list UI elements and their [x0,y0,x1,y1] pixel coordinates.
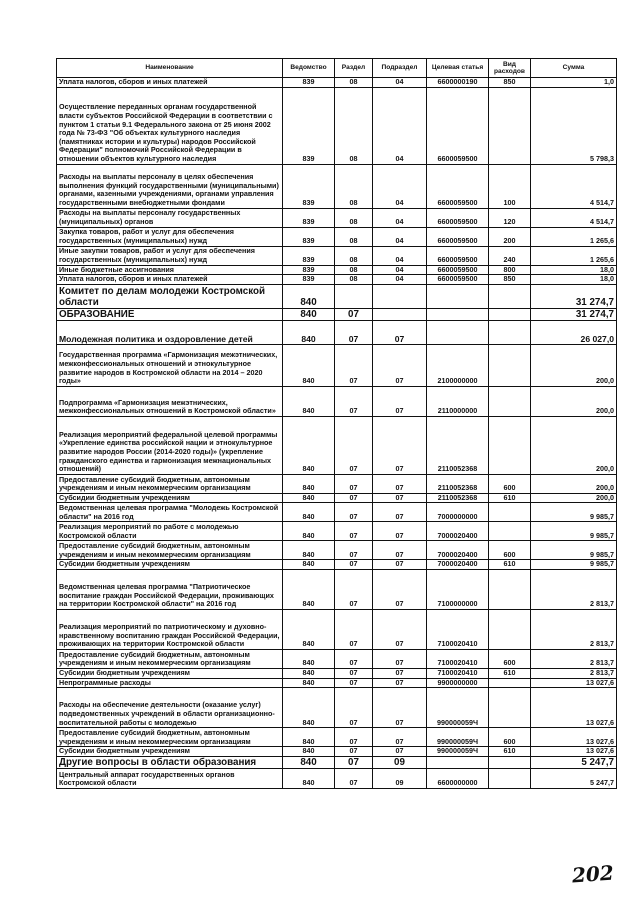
row-celevaya-statya: 2100000000 [427,344,489,386]
row-vid-rashodov [489,522,531,541]
row-vid-rashodov: 200 [489,227,531,246]
row-celevaya-statya: 2110052368 [427,416,489,474]
row-vid-rashodov [489,503,531,522]
table-row [57,208,617,227]
row-summa: 1 265,6 [531,246,617,265]
row-vedomstvo: 840 [283,308,335,320]
row-podrazdel: 04 [373,246,427,265]
row-celevaya-statya: 6600000190 [427,78,489,88]
row-razdel: 07 [335,474,373,493]
row-podrazdel: 07 [373,344,427,386]
row-podrazdel: 04 [373,87,427,164]
table-row [57,246,617,265]
row-celevaya-statya: 7000000000 [427,503,489,522]
budget-table [56,58,617,789]
table-row [57,87,617,164]
row-summa: 1 265,6 [531,227,617,246]
row-name: Предоставление субсидий бюджетным, автономным учреждениям и иным некоммерческим организациям [57,474,283,493]
row-summa: 18,0 [531,265,617,275]
row-vedomstvo: 840 [283,474,335,493]
row-podrazdel: 07 [373,678,427,688]
row-name: Ведомственная целевая программа "Молодежь Костромской области" на 2016 год [57,503,283,522]
row-podrazdel: 07 [373,649,427,668]
row-podrazdel: 07 [373,474,427,493]
row-celevaya-statya: 7000020400 [427,560,489,570]
row-razdel: 07 [335,344,373,386]
table-row [57,386,617,416]
row-razdel: 08 [335,275,373,285]
row-razdel: 07 [335,503,373,522]
row-vid-rashodov [489,678,531,688]
table-row [57,522,617,541]
row-razdel: 07 [335,668,373,678]
row-summa: 13 027,6 [531,688,617,728]
row-vedomstvo: 839 [283,246,335,265]
row-summa: 13 027,6 [531,678,617,688]
table-row [57,756,617,768]
row-name: Государственная программа «Гармонизация межэтнических, межконфессиональных отношений и этнокультурное развитие народов в Костромской области на 2014 – 2020 годы» [57,344,283,386]
row-name: Другие вопросы в области образования [57,756,283,768]
row-vid-rashodov: 610 [489,560,531,570]
table-row [57,541,617,560]
row-razdel: 07 [335,688,373,728]
row-podrazdel [373,284,427,308]
row-podrazdel: 04 [373,227,427,246]
row-razdel: 07 [335,560,373,570]
budget-page [56,58,616,789]
row-name: Уплата налогов, сборов и иных платежей [57,275,283,285]
row-vedomstvo: 840 [283,747,335,757]
row-vid-rashodov [489,756,531,768]
row-vedomstvo: 839 [283,265,335,275]
row-summa: 200,0 [531,344,617,386]
row-vedomstvo: 839 [283,208,335,227]
row-celevaya-statya: 6600059500 [427,265,489,275]
row-vid-rashodov [489,284,531,308]
table-row [57,308,617,320]
row-summa: 13 027,6 [531,747,617,757]
row-summa: 9 985,7 [531,541,617,560]
row-celevaya-statya: 990000059Ч [427,747,489,757]
table-row [57,164,617,208]
row-vid-rashodov [489,344,531,386]
row-celevaya-statya [427,284,489,308]
row-podrazdel: 07 [373,416,427,474]
row-podrazdel: 07 [373,560,427,570]
row-celevaya-statya: 6600000000 [427,768,489,788]
row-summa: 18,0 [531,275,617,285]
row-celevaya-statya: 6600059500 [427,164,489,208]
table-row [57,227,617,246]
row-vid-rashodov [489,768,531,788]
row-vedomstvo: 840 [283,522,335,541]
row-celevaya-statya: 7100020410 [427,668,489,678]
row-name: Предоставление субсидий бюджетным, автономным учреждениям и иным некоммерческим организациям [57,728,283,747]
row-celevaya-statya: 6600059500 [427,227,489,246]
row-celevaya-statya: 990000059Ч [427,728,489,747]
row-name: Предоставление субсидий бюджетным, автономным учреждениям и иным некоммерческим организациям [57,541,283,560]
row-celevaya-statya [427,308,489,320]
row-vid-rashodov [489,87,531,164]
table-row [57,678,617,688]
row-vedomstvo: 840 [283,768,335,788]
row-podrazdel: 07 [373,569,427,609]
row-razdel: 08 [335,164,373,208]
row-name: Расходы на выплаты персоналу в целях обеспечения выполнения функций государственными (муниципальными) органами, казенными учреждениями, органами управления государственными внебюджетными фондами [57,164,283,208]
row-summa: 1,0 [531,78,617,88]
table-row [57,768,617,788]
row-vid-rashodov: 100 [489,164,531,208]
row-vid-rashodov: 800 [489,265,531,275]
row-vid-rashodov [489,386,531,416]
row-vid-rashodov: 600 [489,541,531,560]
row-vedomstvo: 840 [283,493,335,503]
row-summa: 13 027,6 [531,728,617,747]
table-row [57,474,617,493]
row-celevaya-statya [427,756,489,768]
row-celevaya-statya: 7000020400 [427,541,489,560]
row-name: Непрограммные расходы [57,678,283,688]
row-vid-rashodov: 610 [489,747,531,757]
row-vedomstvo: 840 [283,344,335,386]
row-podrazdel [373,308,427,320]
row-razdel: 07 [335,416,373,474]
row-name: Реализация мероприятий по патриотическому и духовно-нравственному воспитанию граждан Российской Федерации, проживающих на территории Костромской области [57,609,283,649]
table-row [57,320,617,344]
row-vedomstvo: 839 [283,87,335,164]
table-row [57,649,617,668]
row-name: Иные закупки товаров, работ и услуг для обеспечения государственных (муниципальных) нужд [57,246,283,265]
row-celevaya-statya: 6600059500 [427,275,489,285]
row-razdel: 07 [335,522,373,541]
col-header-vid-rashodov: Вид расходов [489,59,531,78]
row-name: Уплата налогов, сборов и иных платежей [57,78,283,88]
row-podrazdel: 07 [373,541,427,560]
row-name: Субсидии бюджетным учреждениям [57,560,283,570]
table-row [57,688,617,728]
row-vid-rashodov: 600 [489,649,531,668]
row-podrazdel: 07 [373,668,427,678]
row-razdel: 07 [335,768,373,788]
row-celevaya-statya: 7100020410 [427,649,489,668]
row-name: Субсидии бюджетным учреждениям [57,493,283,503]
row-summa: 4 514,7 [531,164,617,208]
row-summa: 4 514,7 [531,208,617,227]
row-podrazdel: 04 [373,275,427,285]
row-vedomstvo: 839 [283,78,335,88]
row-celevaya-statya: 990000059Ч [427,688,489,728]
col-header-vedomstvo: Ведомство [283,59,335,78]
row-razdel: 07 [335,308,373,320]
table-row [57,503,617,522]
row-summa: 9 985,7 [531,522,617,541]
row-name: Расходы на обеспечение деятельности (оказание услуг) подведомственных учреждений в области организационно-воспитательной работы с молодежью [57,688,283,728]
row-celevaya-statya: 6600059500 [427,246,489,265]
table-row [57,747,617,757]
table-header-row [57,59,617,78]
row-podrazdel: 09 [373,768,427,788]
row-celevaya-statya: 6600059500 [427,87,489,164]
col-header-razdel: Раздел [335,59,373,78]
row-razdel: 07 [335,493,373,503]
row-podrazdel: 07 [373,688,427,728]
row-razdel: 08 [335,208,373,227]
col-header-celevaya-statya: Целевая статья [427,59,489,78]
row-razdel: 07 [335,569,373,609]
row-podrazdel: 04 [373,164,427,208]
row-vid-rashodov [489,320,531,344]
row-vedomstvo: 840 [283,503,335,522]
row-celevaya-statya: 7100020410 [427,609,489,649]
row-vid-rashodov: 610 [489,493,531,503]
row-podrazdel: 04 [373,208,427,227]
row-vedomstvo: 840 [283,284,335,308]
row-razdel: 08 [335,265,373,275]
row-summa: 5 247,7 [531,756,617,768]
row-vedomstvo: 839 [283,164,335,208]
col-header-name: Наименование [57,59,283,78]
row-celevaya-statya: 9900000000 [427,678,489,688]
row-vedomstvo: 840 [283,386,335,416]
row-razdel: 07 [335,386,373,416]
table-row [57,609,617,649]
row-vedomstvo: 840 [283,688,335,728]
row-vid-rashodov [489,609,531,649]
row-podrazdel: 07 [373,522,427,541]
row-vid-rashodov [489,688,531,728]
row-name: Расходы на выплаты персоналу государственных (муниципальных) органов [57,208,283,227]
row-vid-rashodov: 600 [489,728,531,747]
row-razdel: 07 [335,678,373,688]
row-celevaya-statya: 7000020400 [427,522,489,541]
row-name: Реализация мероприятий федеральной целевой программы «Укрепление единства российской нации и этнокультурное развитие народов России (2014-2020 годы)» (укрепление гражданского единства и гармонизация межнациональных отношений) [57,416,283,474]
row-name: Подпрограмма «Гармонизация межэтнических, межконфессиональных отношений в Костромской области» [57,386,283,416]
row-podrazdel: 07 [373,493,427,503]
row-name: Комитет по делам молодежи Костромской области [57,284,283,308]
row-name: ОБРАЗОВАНИЕ [57,308,283,320]
row-summa: 200,0 [531,386,617,416]
row-razdel: 07 [335,756,373,768]
row-celevaya-statya: 2110052368 [427,493,489,503]
row-vid-rashodov: 850 [489,275,531,285]
row-vedomstvo: 840 [283,320,335,344]
row-podrazdel: 07 [373,503,427,522]
row-razdel: 08 [335,78,373,88]
row-razdel: 07 [335,747,373,757]
row-name: Закупка товаров, работ и услуг для обеспечения государственных (муниципальных) нужд [57,227,283,246]
row-summa: 26 027,0 [531,320,617,344]
row-summa: 31 274,7 [531,284,617,308]
row-vid-rashodov: 850 [489,78,531,88]
row-vedomstvo: 840 [283,569,335,609]
row-name: Центральный аппарат государственных органов Костромской области [57,768,283,788]
row-summa: 9 985,7 [531,503,617,522]
row-name: Молодежная политика и оздоровление детей [57,320,283,344]
row-summa: 5 798,3 [531,87,617,164]
row-summa: 2 813,7 [531,569,617,609]
table-body [57,78,617,789]
row-razdel: 07 [335,728,373,747]
row-vid-rashodov: 600 [489,474,531,493]
row-podrazdel: 09 [373,756,427,768]
row-podrazdel: 07 [373,609,427,649]
row-vedomstvo: 840 [283,756,335,768]
row-podrazdel: 04 [373,78,427,88]
row-name: Реализация мероприятий по работе с молодежью Костромской области [57,522,283,541]
row-vedomstvo: 840 [283,678,335,688]
row-razdel [335,284,373,308]
row-razdel: 08 [335,227,373,246]
row-name: Субсидии бюджетным учреждениям [57,747,283,757]
row-vedomstvo: 840 [283,541,335,560]
col-header-podrazdel: Подраздел [373,59,427,78]
table-row [57,344,617,386]
row-name: Иные бюджетные ассигнования [57,265,283,275]
row-name: Осуществление переданных органам государственной власти субъектов Российской Федерации в соответствии с пунктом 1 статьи 9.1 Федерального закона от 25 июня 2002 года № 73-ФЗ "Об объектах культурного наследия (памятниках истории и культуры) народов Российской Федерации" полномочий Российской Федерации в отношении объектов культурного наследия [57,87,283,164]
row-vid-rashodov [489,308,531,320]
row-vid-rashodov [489,416,531,474]
row-vid-rashodov [489,569,531,609]
col-header-summa: Сумма [531,59,617,78]
row-vedomstvo: 840 [283,649,335,668]
row-vid-rashodov: 120 [489,208,531,227]
row-summa: 200,0 [531,416,617,474]
table-row [57,416,617,474]
row-podrazdel: 07 [373,320,427,344]
row-celevaya-statya: 7100000000 [427,569,489,609]
row-summa: 9 985,7 [531,560,617,570]
row-name: Ведомственная целевая программа "Патриотическое воспитание граждан Российской Федерации, проживающих на территории Костромской области" на 2016 год [57,569,283,609]
row-celevaya-statya: 2110000000 [427,386,489,416]
row-summa: 200,0 [531,474,617,493]
row-razdel: 07 [335,649,373,668]
row-vedomstvo: 840 [283,560,335,570]
row-celevaya-statya [427,320,489,344]
table-row [57,78,617,88]
row-podrazdel: 07 [373,747,427,757]
row-podrazdel: 07 [373,728,427,747]
row-vedomstvo: 840 [283,668,335,678]
row-razdel: 08 [335,246,373,265]
row-name: Предоставление субсидий бюджетным, автономным учреждениям и иным некоммерческим организациям [57,649,283,668]
row-summa: 200,0 [531,493,617,503]
row-vedomstvo: 839 [283,275,335,285]
row-vid-rashodov: 240 [489,246,531,265]
table-row [57,728,617,747]
row-name: Субсидии бюджетным учреждениям [57,668,283,678]
row-razdel: 07 [335,320,373,344]
table-row [57,560,617,570]
row-vedomstvo: 840 [283,416,335,474]
row-summa: 2 813,7 [531,609,617,649]
table-row [57,668,617,678]
row-vedomstvo: 840 [283,728,335,747]
row-celevaya-statya: 2110052368 [427,474,489,493]
row-vedomstvo: 839 [283,227,335,246]
row-summa: 2 813,7 [531,649,617,668]
row-celevaya-statya: 6600059500 [427,208,489,227]
page-number: 202 [571,860,615,888]
row-razdel: 07 [335,541,373,560]
row-vedomstvo: 840 [283,609,335,649]
row-summa: 31 274,7 [531,308,617,320]
row-razdel: 07 [335,609,373,649]
table-row [57,284,617,308]
table-row [57,493,617,503]
table-row [57,275,617,285]
row-vid-rashodov: 610 [489,668,531,678]
table-row [57,569,617,609]
row-podrazdel: 04 [373,265,427,275]
row-podrazdel: 07 [373,386,427,416]
row-summa: 2 813,7 [531,668,617,678]
row-summa: 5 247,7 [531,768,617,788]
row-razdel: 08 [335,87,373,164]
